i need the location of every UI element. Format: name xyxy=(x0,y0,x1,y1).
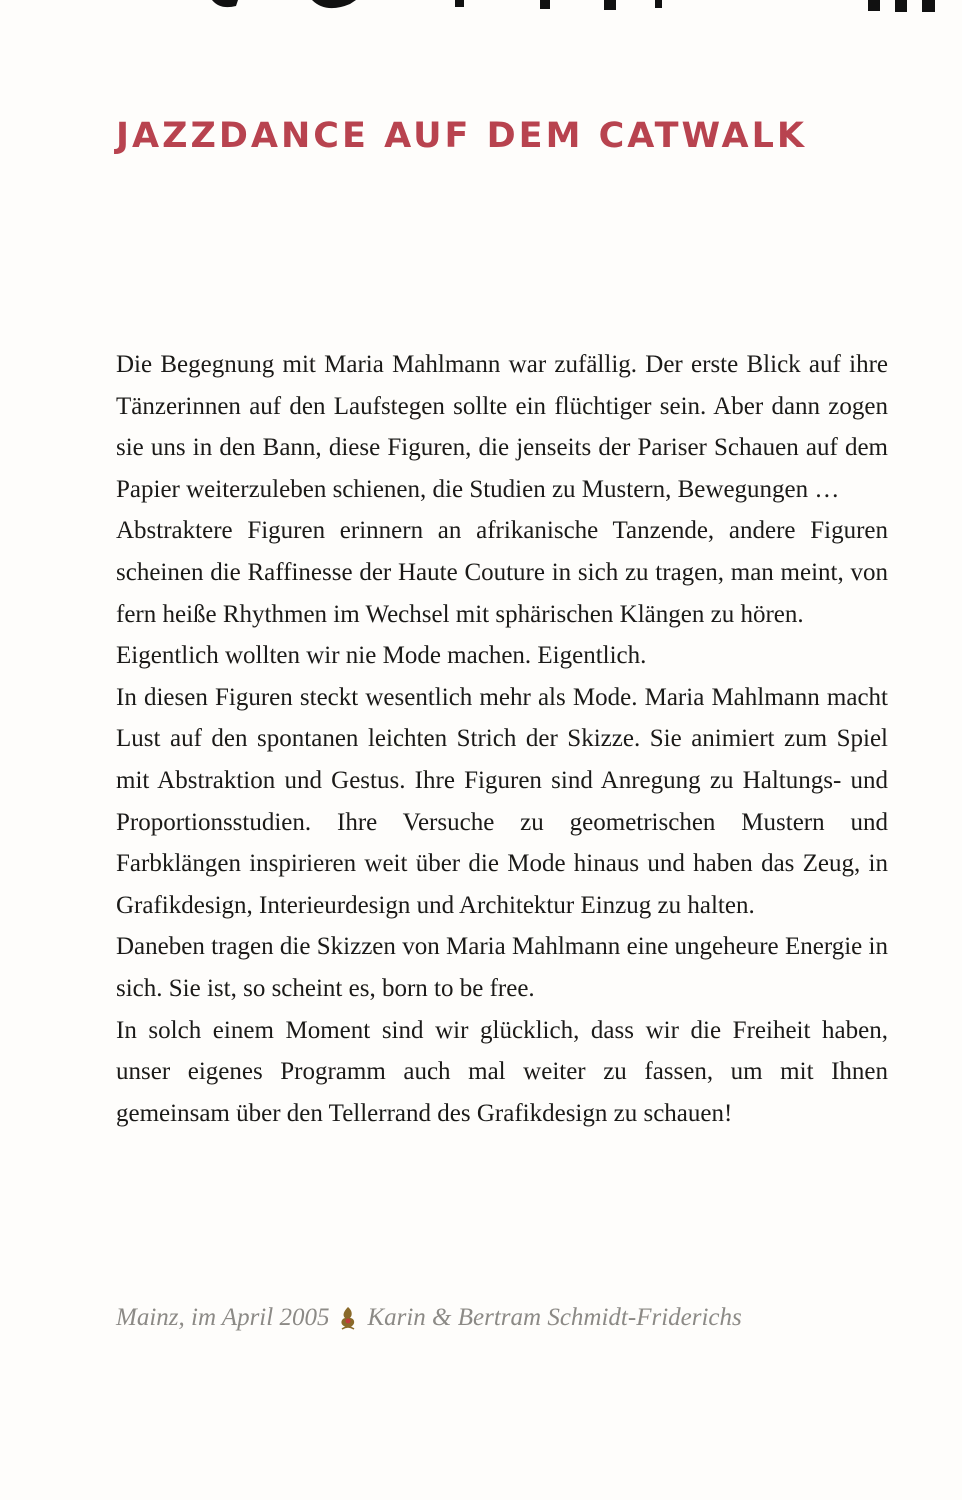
paragraph: Daneben tragen die Skizzen von Maria Mahlmann eine ungeheure Energie in sich. Sie ist, so scheint es, born to be free. xyxy=(116,933,888,1002)
floral-ornament-icon xyxy=(337,1305,359,1331)
signature-authors: Karin & Bertram Schmidt-Friderichs xyxy=(367,1304,742,1331)
paragraph: Abstraktere Figuren erinnern an afrikanische Tanzende, andere Figuren scheinen die Raffinesse der Haute Couture in sich zu tragen, man meint, von fern heiße Rhythmen im Wechsel mit sphärischen Klängen zu hören. xyxy=(116,517,888,628)
body-text xyxy=(116,344,888,1134)
paragraph: Die Begegnung mit Maria Mahlmann war zufällig. Der erste Blick auf ihre Tänzerinnen auf den Laufstegen sollte ein flüchtiger sein. Aber dann zogen sie uns in den Bann, diese Figuren, die jenseits der Pariser Schauen auf dem Papier weiterzuleben schienen, die Studien zu Mustern, Bewegungen … xyxy=(116,351,888,503)
signature-line xyxy=(116,1304,742,1332)
paragraph: In diesen Figuren steckt wesentlich mehr als Mode. Maria Mahlmann macht Lust auf den spontanen leichten Strich der Skizze. Sie animiert zum Spiel mit Abstraktion und Gestus. Ihre Figuren sind Anregung zu Haltungs- und Proportionsstudien. Ihre Versuche zu geometrischen Mustern und Farbklängen inspirieren weit über die Mode hinaus und haben das Zeug, in Grafikdesign, Interieurdesign und Architektur Einzug zu halten. xyxy=(116,683,888,919)
cropped-heading-fragments xyxy=(0,0,962,16)
paragraph: Eigentlich wollten wir nie Mode machen. Eigentlich. xyxy=(116,642,647,670)
page-title: JAZZDANCE AUF DEM CATWALK xyxy=(116,116,808,156)
signature-place-date: Mainz, im April 2005 xyxy=(116,1304,330,1331)
paragraph: In solch einem Moment sind wir glücklich, dass wir die Freiheit haben, unser eigenes Programm auch mal weiter zu fassen, um mit Ihnen gemeinsam über den Tellerrand des Grafikdesign zu schauen! xyxy=(116,1016,888,1127)
